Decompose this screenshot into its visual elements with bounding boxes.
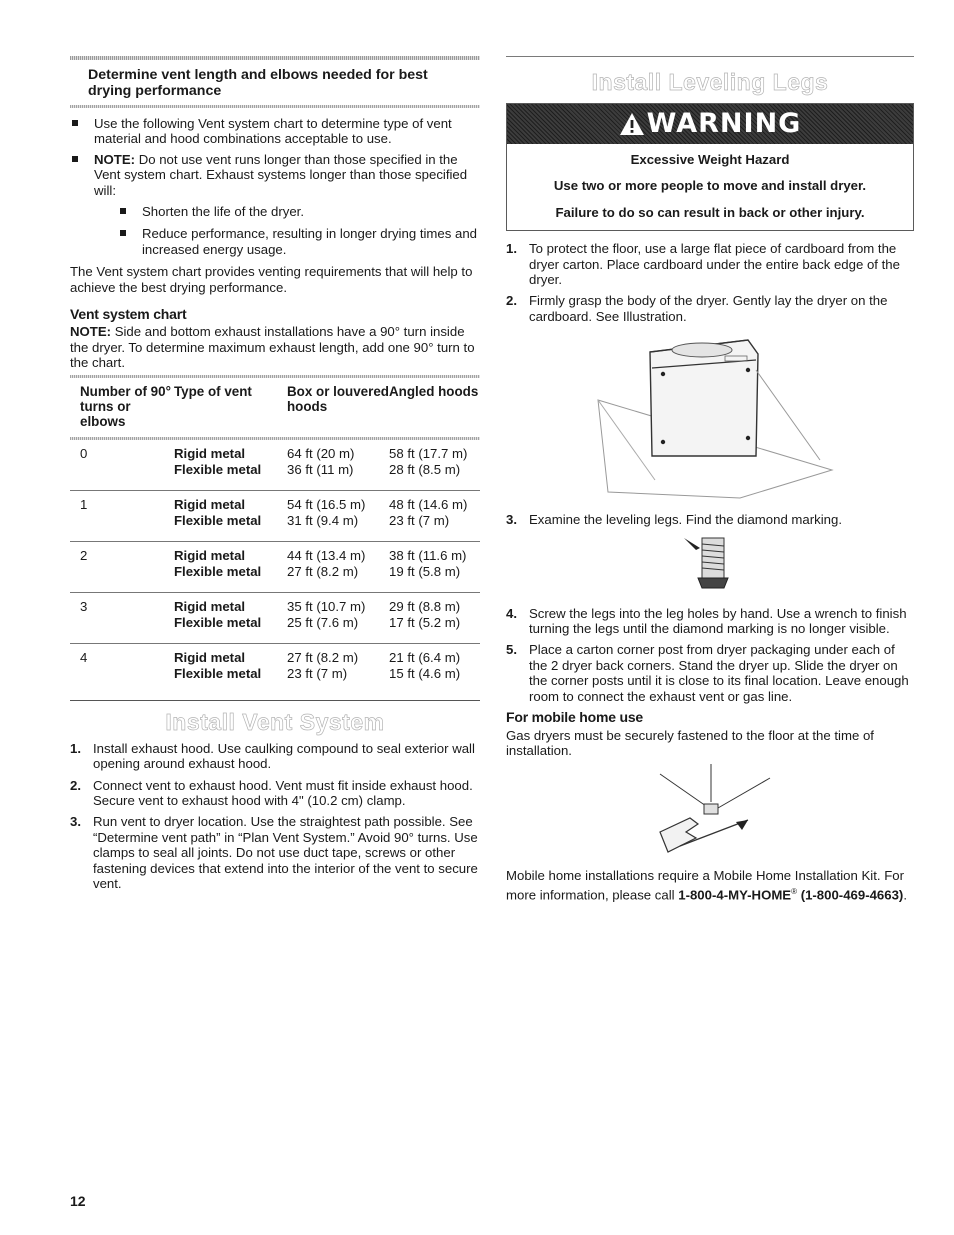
sub-bullet-shorten-life: Shorten the life of the dryer.	[118, 204, 480, 219]
bullet-use-chart: Use the following Vent system chart to determine type of vent material and hood combinations acceptable to use.	[70, 116, 480, 147]
leveling-leg-icon	[680, 534, 740, 600]
col-header-vent: Type of vent	[174, 383, 252, 399]
warning-body	[507, 144, 913, 230]
table-row: 2 Rigid metal Flexible metal 44 ft (13.4 m) 27 ft (8.2 m) 38 ft (11.6 m) 19 ft (5.8 m)	[70, 541, 480, 592]
table-top-hatch	[70, 375, 480, 378]
install-vent-heading: Install Vent System	[165, 708, 385, 735]
vent-bullets	[70, 116, 480, 257]
warning-hazard: Excessive Weight Hazard	[630, 152, 790, 167]
col-header-angled: Angled hoods	[389, 383, 479, 399]
leveling-step: 1. To protect the floor, use a large flat piece of cardboard from the dryer carton. Place cardboard under the entire back edge of the dryer.	[506, 241, 900, 288]
leveling-steps-b	[506, 512, 914, 527]
vent-chart-note: NOTE: Side and bottom exhaust installations have a 90° turn inside the dryer. To determine maximum exhaust length, add one 90° turn to the chart.	[70, 324, 475, 371]
table-row: 1 Rigid metal Flexible metal 54 ft (16.5 m) 31 ft (9.4 m) 48 ft (14.6 m) 23 ft (7 m)	[70, 490, 480, 541]
phone-number-text: 1-800-4-MY-HOME	[678, 887, 792, 903]
install-step: 3. Run vent to dryer location. Use the straightest path possible. See “Determine vent path” in “Plan Vent System.” Avoid 90° turns. Use clamps to seal all joints. Do not use duct tape, screws or other fastening devices that extend into the interior of the vent to secure vent.	[70, 814, 478, 891]
vent-chart-heading: Vent system chart	[70, 306, 187, 323]
warning-triangle-icon	[619, 112, 645, 136]
col-header-box: Box or louvered hoods	[287, 383, 389, 414]
table-row: 3 Rigid metal Flexible metal 35 ft (10.7 m) 25 ft (7.6 m) 29 ft (8.8 m) 17 ft (5.2 m)	[70, 592, 480, 643]
leveling-steps-a	[506, 241, 914, 324]
sub-bullet-reduce-performance: Reduce performance, resulting in longer drying times and increased energy usage.	[118, 226, 480, 257]
install-step: 1. Install exhaust hood. Use caulking compound to seal exterior wall opening around exhaust hood.	[70, 740, 475, 772]
mobile-home-kit-illustration	[640, 762, 780, 862]
phone-number-digits: (1-800-469-4663)	[800, 887, 904, 903]
table-row: 4 Rigid metal Flexible metal 27 ft (8.2 m) 23 ft (7 m) 21 ft (6.4 m) 15 ft (4.6 m)	[70, 643, 480, 700]
mobile-kit-paragraph: Mobile home installations require a Mobile Home Installation Kit. For more information, please call 1-800-4-MY-HOME® (1-800-469-4663).	[506, 868, 907, 903]
leveling-steps-c	[506, 606, 914, 704]
right-top-rule	[506, 56, 914, 57]
table-header-row	[70, 382, 480, 437]
leveling-step: 4. Screw the legs into the leg holes by hand. Use a wrench to finish turning the legs until the diamond marking is no longer visible.	[506, 605, 907, 637]
install-step: 2. Connect vent to exhaust hood. Vent must fit inside exhaust hood. Secure vent to exhaust hood with 4" (10.2 cm) clamp.	[70, 777, 473, 808]
right-column	[506, 56, 914, 907]
leveling-step: 2. Firmly grasp the body of the dryer. Gently lay the dryer on the cardboard. See Illustration.	[506, 293, 888, 324]
vent-system-table	[70, 382, 480, 701]
col-header-turns: Number of 90° turns or elbows	[80, 383, 171, 429]
warning-title: WARNING	[646, 108, 802, 140]
dryer-on-cardboard-illustration	[580, 330, 840, 506]
section-top-hatch	[70, 56, 480, 60]
warning-line-2: Failure to do so can result in back or other injury.	[555, 204, 865, 220]
warning-banner	[507, 104, 913, 144]
leveling-legs-heading: Install Leveling Legs	[591, 69, 829, 95]
warning-box	[506, 103, 914, 231]
table-row: 0 Rigid metal Flexible metal 64 ft (20 m) 36 ft (11 m) 58 ft (17.7 m) 28 ft (8.5 m)	[70, 440, 480, 491]
mobile-home-heading: For mobile home use	[506, 709, 643, 726]
install-vent-steps	[70, 741, 480, 892]
warning-line-1: Use two or more people to move and install dryer.	[553, 178, 867, 194]
page-number: 12	[70, 1193, 86, 1209]
bullet-note: NOTE: Do not use vent runs longer than those specified in the Vent system chart. Exhaust systems longer than those specified will: Shorten the life of the dryer. Reduce performance, resulting in longer drying times and increased energy usage.	[70, 152, 480, 257]
note-sub-bullets	[118, 204, 480, 257]
leveling-step: 3. Examine the leveling legs. Find the diamond marking.	[506, 512, 843, 528]
left-column	[70, 56, 480, 897]
leveling-step: 5. Place a carton corner post from dryer packaging under each of the 2 dryer back corners. Stand the dryer up. Slide the dryer on the corner posts until it is close to its final location. Leave enough room to connect the exhaust vent or gas line.	[506, 642, 909, 704]
mobile-home-text: Gas dryers must be securely fastened to the floor at the time of installation.	[506, 727, 874, 758]
heading-hatch-rule	[70, 105, 480, 108]
vent-length-heading: Determine vent length and elbows needed for best drying performance	[88, 67, 428, 99]
chart-intro-paragraph: The Vent system chart provides venting requirements that will help to achieve the best drying performance.	[70, 264, 473, 295]
